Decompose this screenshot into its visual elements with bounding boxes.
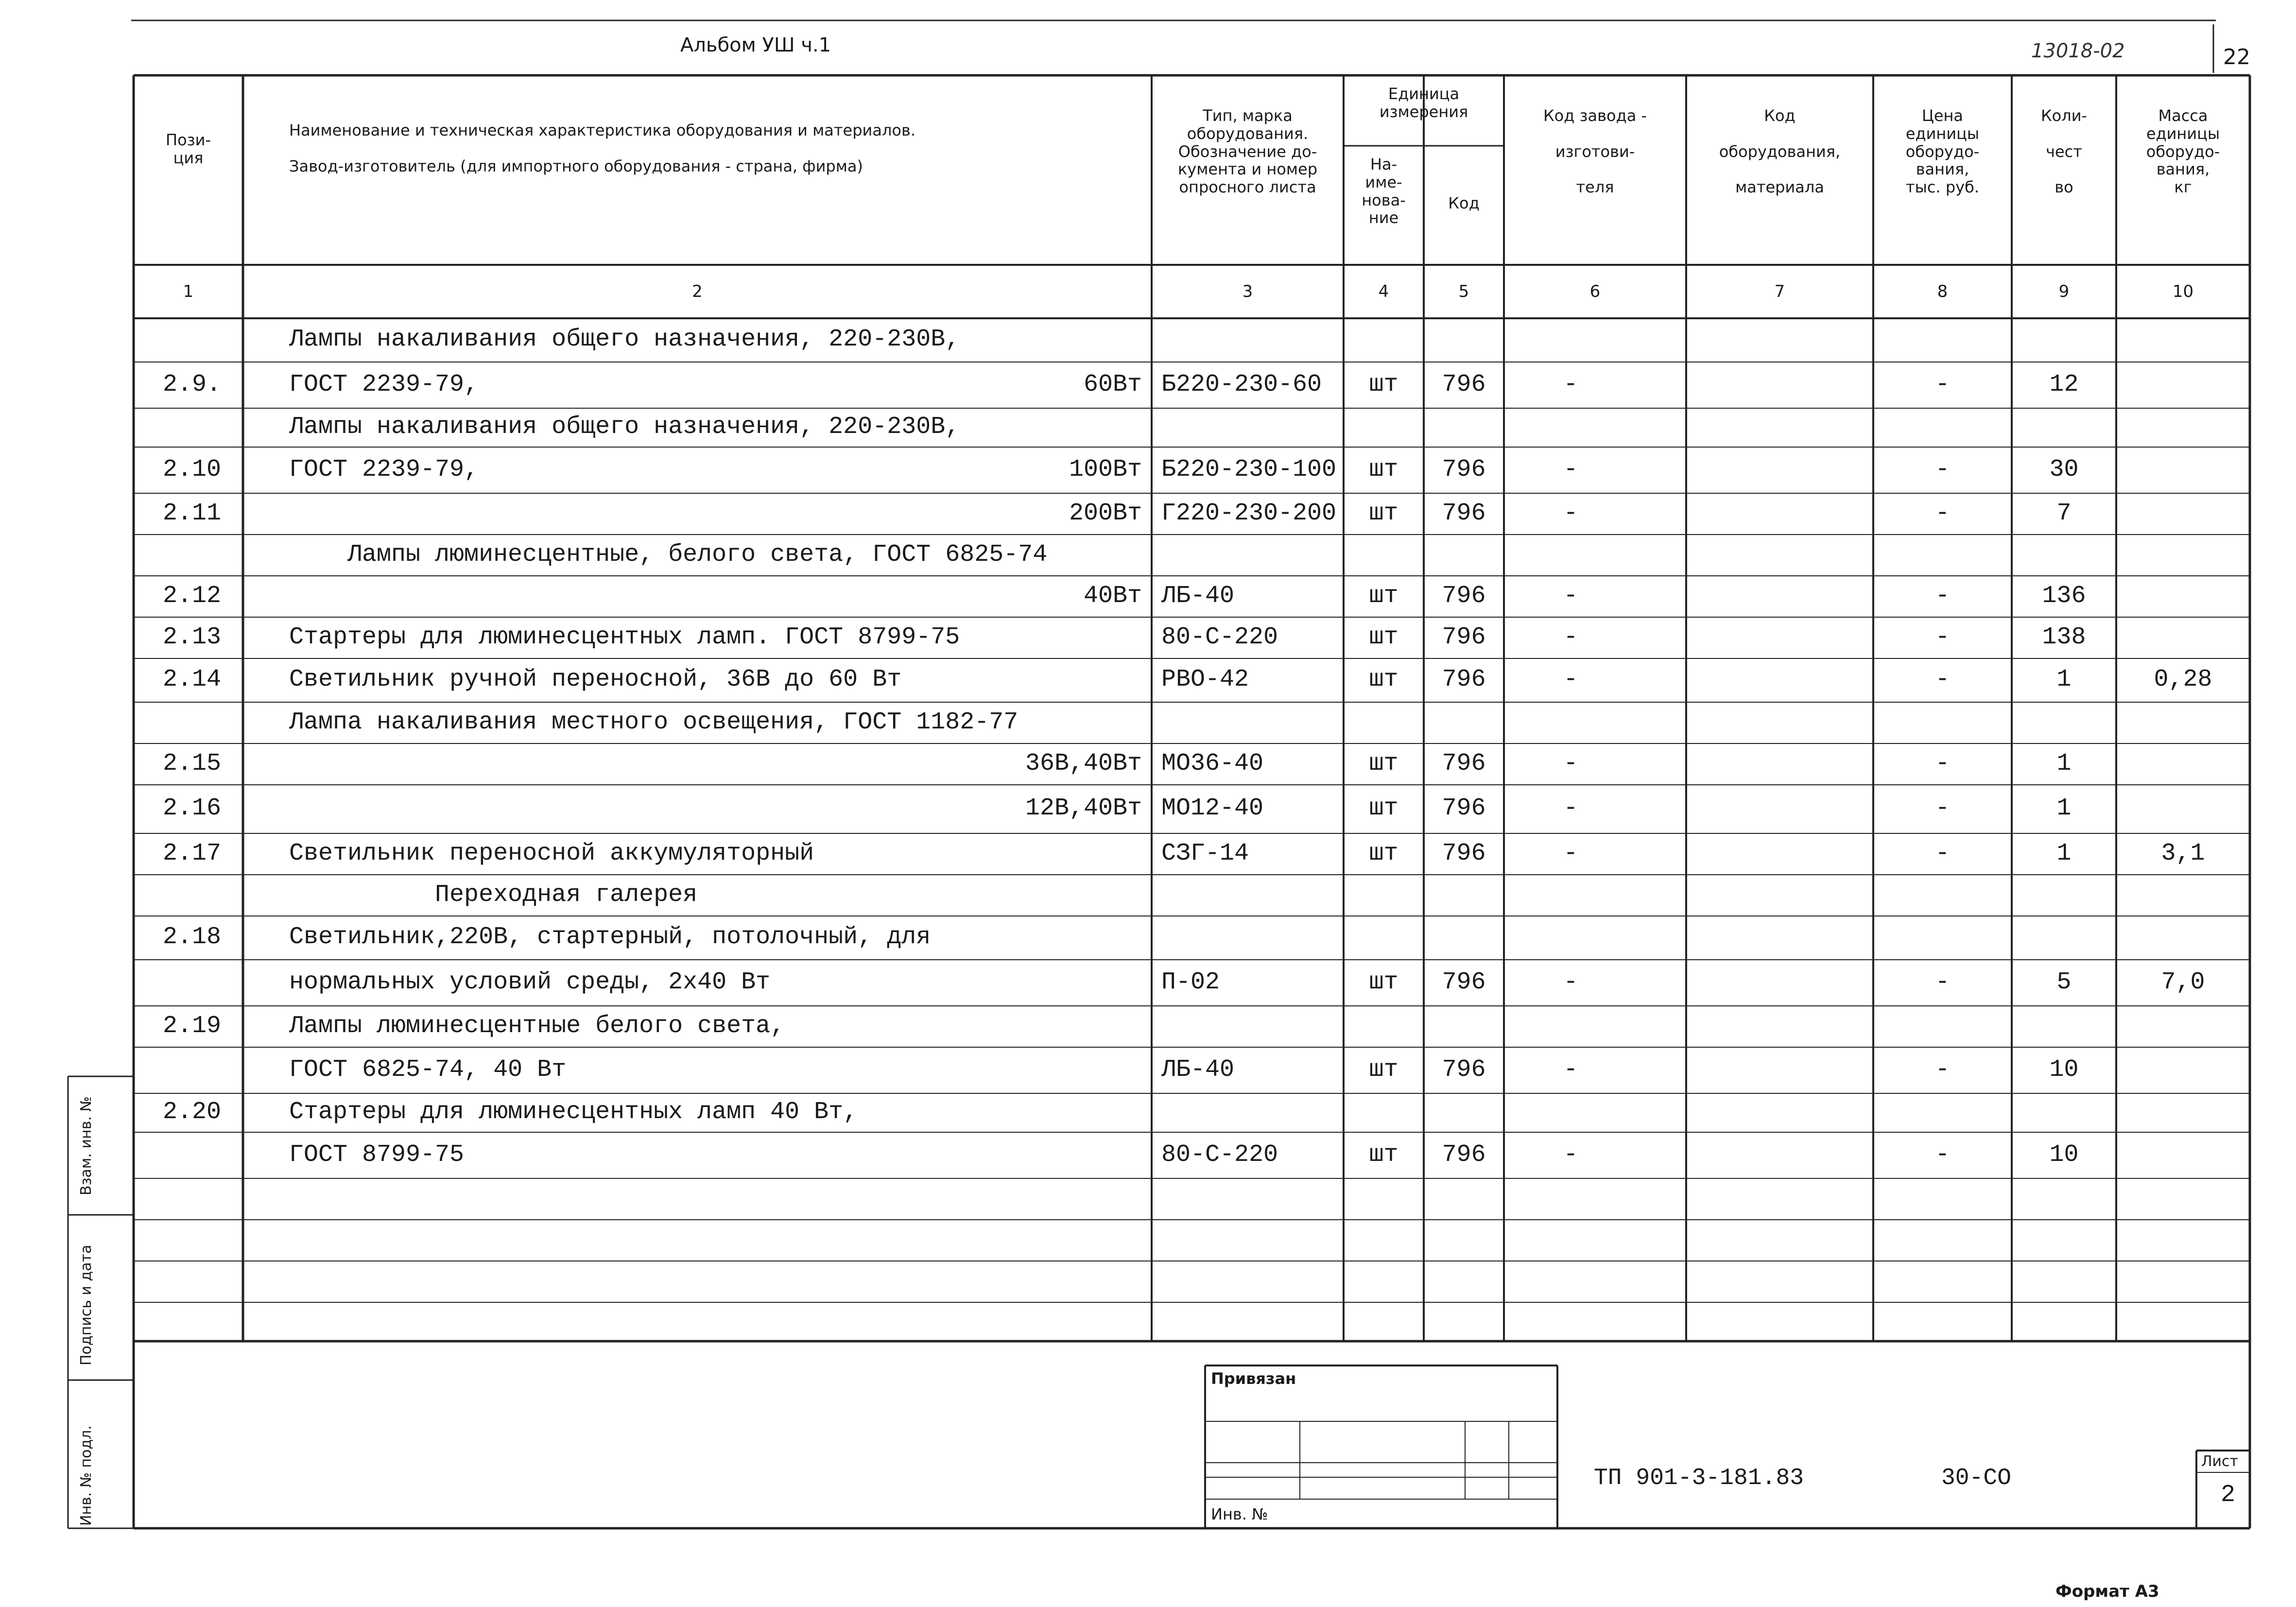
- row-unit: шт: [1369, 666, 1398, 693]
- column-number-7: 7: [1774, 282, 1785, 301]
- row-quantity: 30: [2049, 455, 2079, 484]
- row-factory-code: -: [1563, 582, 1578, 610]
- row-price: -: [1935, 1140, 1950, 1169]
- inv-label: Инв. №: [1211, 1505, 1268, 1523]
- row-unit-code: 796: [1442, 582, 1486, 610]
- row-position: 2.17: [163, 839, 222, 867]
- column-header-8: Цена единицы оборудо- вания, тыс. руб.: [1905, 106, 1980, 197]
- row-name: Светильник переносной аккумуляторный: [289, 839, 814, 867]
- row-type: МО12-40: [1161, 795, 1264, 822]
- row-unit-code: 796: [1442, 370, 1486, 398]
- row-quantity: 1: [2056, 795, 2072, 822]
- row-position: 2.20: [163, 1098, 222, 1126]
- row-name: Лампы люминесцентные белого света,: [289, 1012, 785, 1040]
- row-position: 2.13: [163, 623, 222, 651]
- row-price: -: [1935, 795, 1950, 822]
- row-price: -: [1935, 666, 1950, 693]
- column-header-9: Коли- чест во: [2040, 106, 2088, 197]
- row-name: ГОСТ 2239-79,: [289, 455, 479, 484]
- row-type: РВО-42: [1161, 666, 1249, 693]
- row-type: Г220-230-200: [1161, 499, 1337, 527]
- row-unit-code: 796: [1442, 795, 1486, 822]
- row-price: -: [1935, 1055, 1950, 1084]
- row-name: ГОСТ 6825-74, 40 Вт: [289, 1055, 567, 1084]
- row-unit: шт: [1369, 582, 1398, 610]
- row-factory-code: -: [1563, 499, 1578, 527]
- row-quantity: 1: [2056, 839, 2072, 867]
- column-header-4: На- име- нова- ние: [1362, 155, 1406, 227]
- column-header-3: Тип, марка оборудования. Обозначение до- кумента и номер опросного листа: [1177, 106, 1318, 197]
- row-unit: шт: [1369, 499, 1398, 527]
- row-power: 36В,40Вт: [1025, 749, 1142, 778]
- row-price: -: [1935, 455, 1950, 484]
- row-name: Лампа накаливания местного освещения, ГОСТ 1182-77: [289, 708, 1019, 736]
- row-quantity: 5: [2056, 968, 2072, 996]
- row-price: -: [1935, 499, 1950, 527]
- row-type: ЛБ-40: [1161, 1055, 1235, 1084]
- row-position: 2.19: [163, 1012, 222, 1040]
- row-name: Стартеры для люминесцентных ламп. ГОСТ 8799-75: [289, 623, 960, 651]
- row-price: -: [1935, 839, 1950, 867]
- row-position: 2.14: [163, 666, 222, 693]
- column-header-10: Масса единицы оборудо- вания, кг: [2146, 106, 2220, 197]
- row-quantity: 10: [2049, 1140, 2079, 1169]
- column-number-8: 8: [1937, 282, 1948, 301]
- column-header-1: Пози- ция: [166, 131, 211, 167]
- row-type: Б220-230-100: [1161, 455, 1337, 484]
- row-type: ЛБ-40: [1161, 582, 1235, 610]
- row-power: 12В,40Вт: [1025, 795, 1142, 822]
- row-factory-code: -: [1563, 795, 1578, 822]
- row-price: -: [1935, 968, 1950, 996]
- row-unit: шт: [1369, 968, 1398, 996]
- column-number-1: 1: [183, 282, 194, 301]
- section-code: 30-СО: [1941, 1465, 2012, 1491]
- row-name: Светильник,220В, стартерный, потолочный, для: [289, 923, 931, 951]
- row-unit: шт: [1369, 455, 1398, 484]
- row-unit: шт: [1369, 839, 1398, 867]
- row-factory-code: -: [1563, 623, 1578, 651]
- column-number-6: 6: [1589, 282, 1601, 301]
- row-quantity: 1: [2056, 749, 2072, 778]
- row-quantity: 12: [2049, 370, 2079, 398]
- column-header-5: Код: [1448, 194, 1480, 212]
- side-label-vzam: Взам. инв. №: [78, 1096, 95, 1195]
- column-header-7: Код оборудования, материала: [1719, 106, 1841, 197]
- row-unit-code: 796: [1442, 1140, 1486, 1169]
- row-mass: 3,1: [2161, 839, 2205, 867]
- row-position: 2.11: [163, 499, 222, 527]
- column-number-5: 5: [1458, 282, 1469, 301]
- row-mass: 0,28: [2154, 666, 2212, 693]
- row-position: 2.16: [163, 795, 222, 822]
- bound-label: Привязан: [1211, 1369, 1296, 1388]
- row-quantity: 1: [2056, 666, 2072, 693]
- row-unit-code: 796: [1442, 968, 1486, 996]
- row-unit-code: 796: [1442, 666, 1486, 693]
- row-unit-code: 796: [1442, 455, 1486, 484]
- column-number-3: 3: [1242, 282, 1253, 301]
- row-unit-code: 796: [1442, 499, 1486, 527]
- row-factory-code: -: [1563, 1140, 1578, 1169]
- row-position: 2.18: [163, 923, 222, 951]
- row-power: 200Вт: [1069, 499, 1142, 527]
- row-power: 100Вт: [1069, 455, 1142, 484]
- row-factory-code: -: [1563, 455, 1578, 484]
- row-unit-code: 796: [1442, 623, 1486, 651]
- row-price: -: [1935, 370, 1950, 398]
- row-position: 2.15: [163, 749, 222, 778]
- row-factory-code: -: [1563, 370, 1578, 398]
- row-name: Переходная галерея: [289, 881, 698, 909]
- row-factory-code: -: [1563, 839, 1578, 867]
- side-label-sign: Подпись и дата: [78, 1244, 95, 1365]
- row-name: Лампы люминесцентные, белого света, ГОСТ 6825-74: [289, 540, 1048, 569]
- row-price: -: [1935, 582, 1950, 610]
- column-number-2: 2: [692, 282, 703, 301]
- row-name: ГОСТ 8799-75: [289, 1140, 465, 1169]
- row-unit-code: 796: [1442, 749, 1486, 778]
- row-position: 2.10: [163, 455, 222, 484]
- row-name: Стартеры для люминесцентных ламп 40 Вт,: [289, 1098, 858, 1126]
- row-name: Лампы накаливания общего назначения, 220-230В,: [289, 413, 960, 441]
- row-name: ГОСТ 2239-79,: [289, 370, 479, 398]
- row-position: 2.9.: [163, 370, 222, 398]
- format-label: Формат А3: [2055, 1582, 2159, 1601]
- row-factory-code: -: [1563, 749, 1578, 778]
- album-title: Альбом УШ ч.1: [680, 34, 831, 56]
- row-unit: шт: [1369, 795, 1398, 822]
- row-factory-code: -: [1563, 968, 1578, 996]
- row-unit: шт: [1369, 370, 1398, 398]
- row-quantity: 7: [2056, 499, 2072, 527]
- row-type: 80-С-220: [1161, 1140, 1278, 1169]
- row-power: 60Вт: [1083, 370, 1142, 398]
- sheet-number: 2: [2221, 1481, 2236, 1509]
- row-type: Б220-230-60: [1161, 370, 1322, 398]
- document-code: ТП 901-3-181.83: [1594, 1465, 1804, 1491]
- row-unit: шт: [1369, 1055, 1398, 1084]
- row-factory-code: -: [1563, 1055, 1578, 1084]
- sheet-label: Лист: [2201, 1453, 2239, 1470]
- row-quantity: 136: [2042, 582, 2086, 610]
- row-type: 80-С-220: [1161, 623, 1278, 651]
- sheet-corner-number: 22: [2223, 45, 2250, 69]
- row-unit: шт: [1369, 749, 1398, 778]
- corner-stamp: 13018-02: [2031, 40, 2125, 62]
- row-name: нормальных условий среды, 2х40 Вт: [289, 968, 771, 996]
- row-unit-code: 796: [1442, 1055, 1486, 1084]
- side-label-inv: Инв. № подл.: [78, 1425, 95, 1526]
- row-quantity: 138: [2042, 623, 2086, 651]
- unit-group-header: Единица измерения: [1379, 85, 1468, 121]
- row-unit: шт: [1369, 1140, 1398, 1169]
- row-name: Светильник ручной переносной, 36В до 60 Вт: [289, 666, 902, 693]
- column-header-6: Код завода - изготови- теля: [1543, 106, 1647, 197]
- column-number-10: 10: [2172, 282, 2194, 301]
- row-type: МО36-40: [1161, 749, 1264, 778]
- row-power: 40Вт: [1083, 582, 1142, 610]
- row-mass: 7,0: [2161, 968, 2205, 996]
- column-number-9: 9: [2058, 282, 2070, 301]
- row-unit-code: 796: [1442, 839, 1486, 867]
- row-price: -: [1935, 623, 1950, 651]
- row-name: Лампы накаливания общего назначения, 220-230В,: [289, 326, 960, 353]
- row-quantity: 10: [2049, 1055, 2079, 1084]
- row-unit: шт: [1369, 623, 1398, 651]
- row-position: 2.12: [163, 582, 222, 610]
- row-price: -: [1935, 749, 1950, 778]
- column-number-4: 4: [1378, 282, 1389, 301]
- row-factory-code: -: [1563, 666, 1578, 693]
- row-type: П-02: [1161, 968, 1220, 996]
- column-header-2: Наименование и техническая характеристика оборудования и материалов. Завод-изготовитель (для импортного оборудования - страна, фирма): [289, 121, 915, 175]
- row-type: СЗГ-14: [1161, 839, 1249, 867]
